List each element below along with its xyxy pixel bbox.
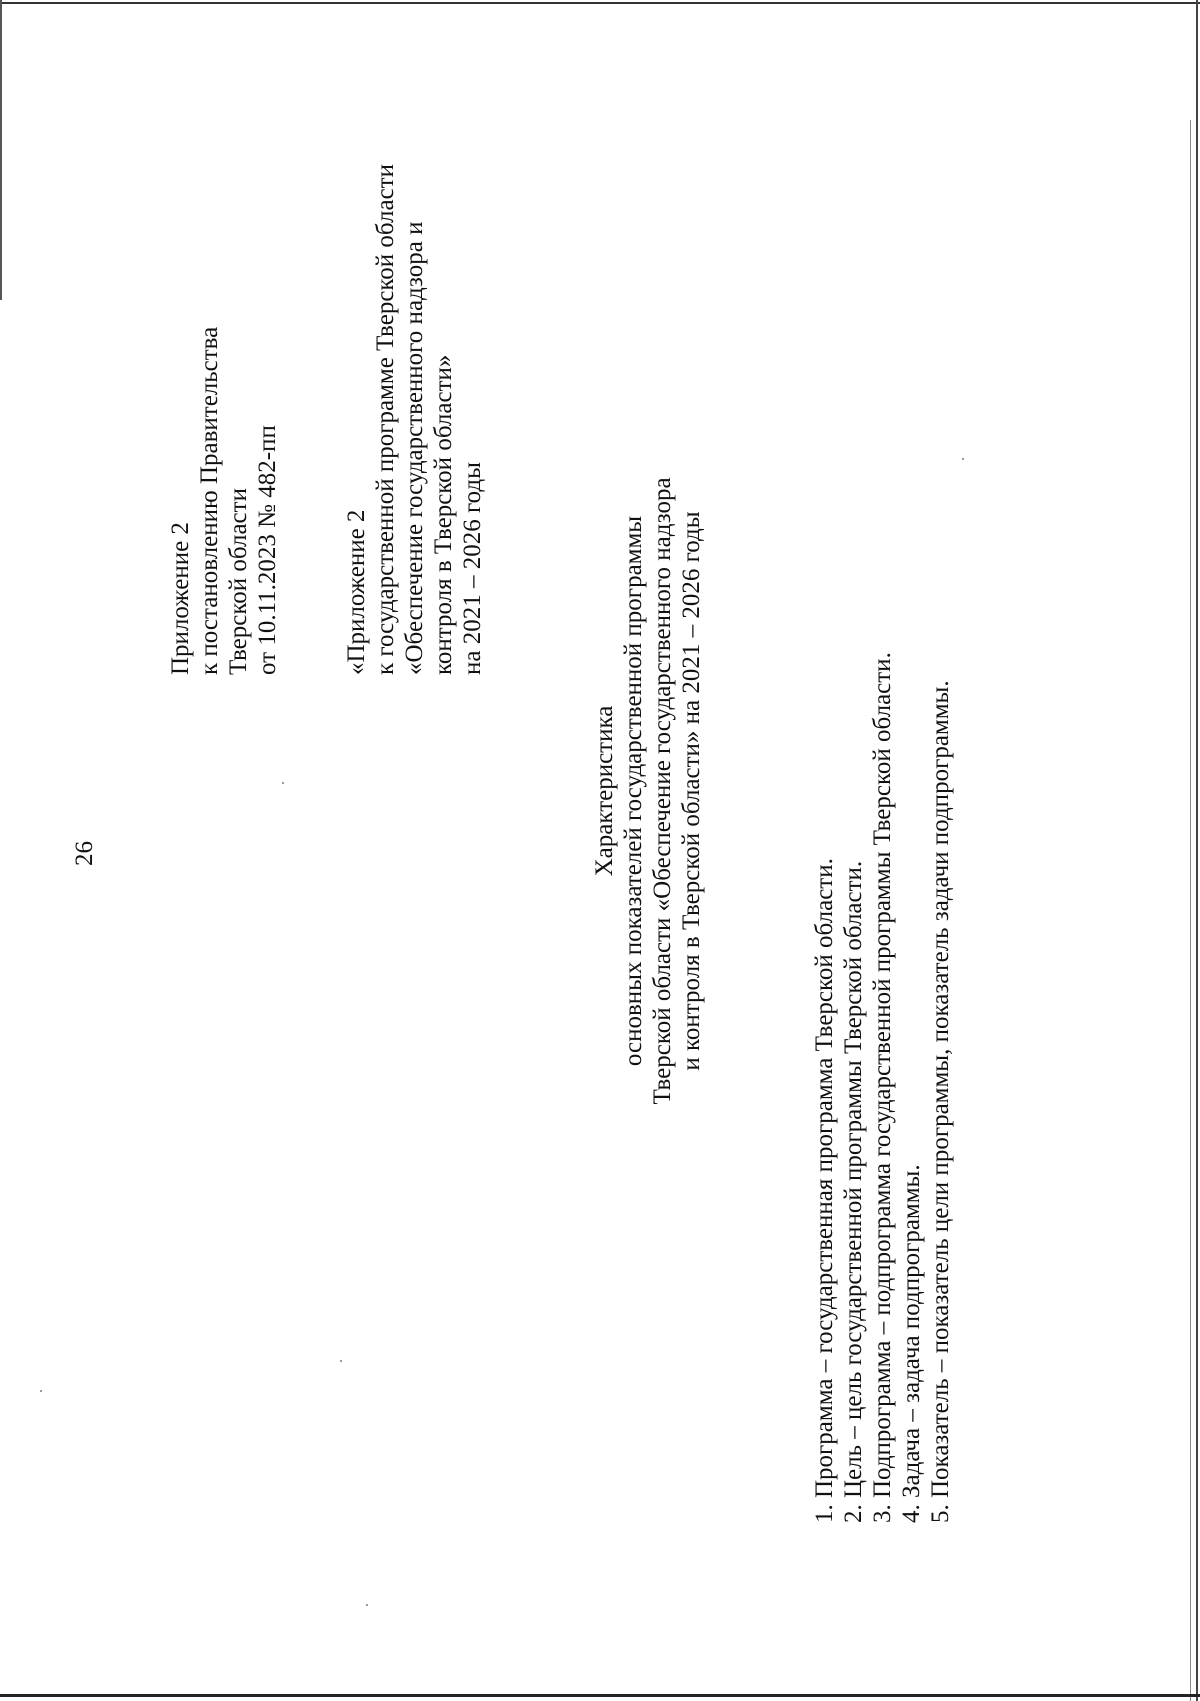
document-title	[590, 381, 706, 1201]
definitions-list	[810, 652, 955, 1523]
appendix-program-reference	[342, 164, 487, 675]
appendix-program-line: «Обеспечение государственного надзора и	[401, 221, 428, 675]
definition-item: 3. Подпрограмма – подпрограмма государственной программы Тверской области.	[869, 652, 896, 1523]
appendix-decree-line: Приложение 2	[167, 522, 194, 675]
appendix-program-line: на 2021 – 2026 годы	[459, 462, 486, 675]
title-line: основных показателей государственной программы	[620, 515, 647, 1067]
definition-item: 4. Задача – задача подпрограммы.	[898, 1164, 925, 1523]
definition-item: 5. Показатель – показатель цели программы, показатель задачи подпрограммы.	[927, 680, 954, 1523]
title-line: Характеристика	[591, 705, 618, 877]
title-line: Тверской области «Обеспечение государственного надзора	[649, 477, 676, 1105]
appendix-decree-reference	[166, 327, 282, 675]
appendix-decree-line: от 10.11.2023 № 482-пп	[254, 425, 281, 675]
appendix-decree-line: к постановлению Правительства	[196, 326, 223, 675]
appendix-program-line: «Приложение 2	[343, 509, 370, 675]
appendix-decree-line: Тверской области	[225, 488, 252, 675]
appendix-program-line: контроля в Тверской области»	[430, 354, 457, 675]
definition-item: 1. Программа – государственная программа Тверской области.	[811, 858, 838, 1523]
page-number: 26	[71, 841, 98, 866]
title-line: и контроля в Тверской области» на 2021 – 2026 годы	[678, 511, 705, 1071]
definition-item: 2. Цель – цель государственной программы Тверской области.	[840, 860, 867, 1523]
appendix-program-line: к государственной программе Тверской области	[372, 164, 399, 675]
